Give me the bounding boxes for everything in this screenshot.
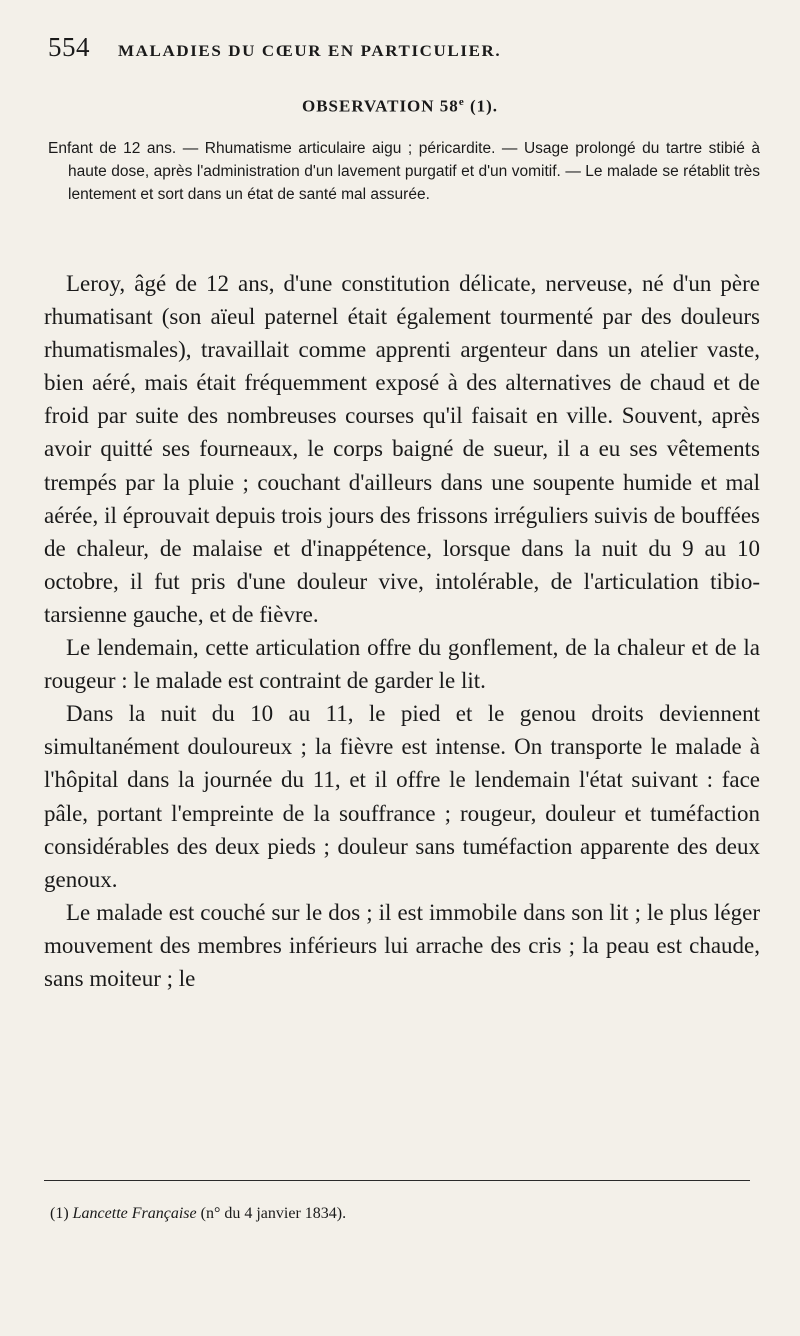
paragraph: Le lendemain, cette articulation offre du gonflement, de la chaleur et de la rougeur : le malade est contraint de garder le lit.	[44, 635, 760, 694]
case-summary	[48, 137, 760, 206]
paragraph: Leroy, âgé de 12 ans, d'une constitution délicate, nerveuse, né d'un père rhumatisant (son aïeul paternel était également tourmenté par des douleurs rhumatismales), travaillait comme apprenti argenteur dans un atelier vaste, bien aéré, mais était fréquemment exposé à des alternatives de chaud et de froid par suite des nombreuses courses qu'il faisait en ville. Souvent, après avoir quitté ses fourneaux, le corps baigné de sueur, il a eu ses vêtements trempés par la pluie ; couchant d'ailleurs dans une soupente humide et mal aérée, il éprouvait depuis trois jours des frissons irréguliers suivis de bouffées de chaleur, de malaise et d'inappétence, lorsque dans la nuit du 9 au 10 octobre, il fut pris d'une douleur vive, intolérable, de l'articulation tibio-tarsienne gauche, et de fièvre.	[44, 271, 760, 627]
observation-title-main: OBSERVATION 58	[301, 96, 459, 116]
footnote	[50, 1205, 346, 1223]
main-text	[44, 267, 760, 995]
observation-title-note: (1).	[464, 96, 499, 116]
footnote-detail: (n° du 4 janvier 1834).	[196, 1205, 347, 1222]
footnote-source: Lancette Française	[72, 1205, 197, 1222]
observation-title-sup: e	[458, 96, 465, 108]
footnote-marker: (1)	[50, 1205, 69, 1222]
footnote-divider	[44, 1180, 750, 1181]
observation-title	[0, 96, 800, 117]
page-number: 554	[48, 32, 90, 62]
running-title: MALADIES DU CŒUR EN PARTICULIER.	[118, 41, 502, 60]
paragraph: Dans la nuit du 10 au 11, le pied et le genou droits deviennent simultanément douloureux ; la fièvre est intense. On transporte le malade à l'hôpital dans la journée du 11, et il offre le lendemain l'état suivant : face pâle, portant l'empreinte de la souffrance ; rougeur, douleur et tuméfaction considérables des deux pieds ; douleur sans tuméfaction apparente des deux genoux.	[44, 701, 760, 892]
paragraph: Le malade est couché sur le dos ; il est immobile dans son lit ; le plus léger mouvement des membres inférieurs lui arrache des cris ; la peau est chaude, sans moiteur ; le	[44, 899, 760, 991]
page-header	[48, 32, 756, 63]
case-summary-text: Enfant de 12 ans. — Rhumatisme articulaire aigu ; péricardite. — Usage prolongé du tartre stibié à haute dose, après l'administration d'un lavement purgatif et d'un vomitif. — Le malade se rétablit très lentement et sort dans un état de santé mal assurée.	[48, 140, 760, 203]
